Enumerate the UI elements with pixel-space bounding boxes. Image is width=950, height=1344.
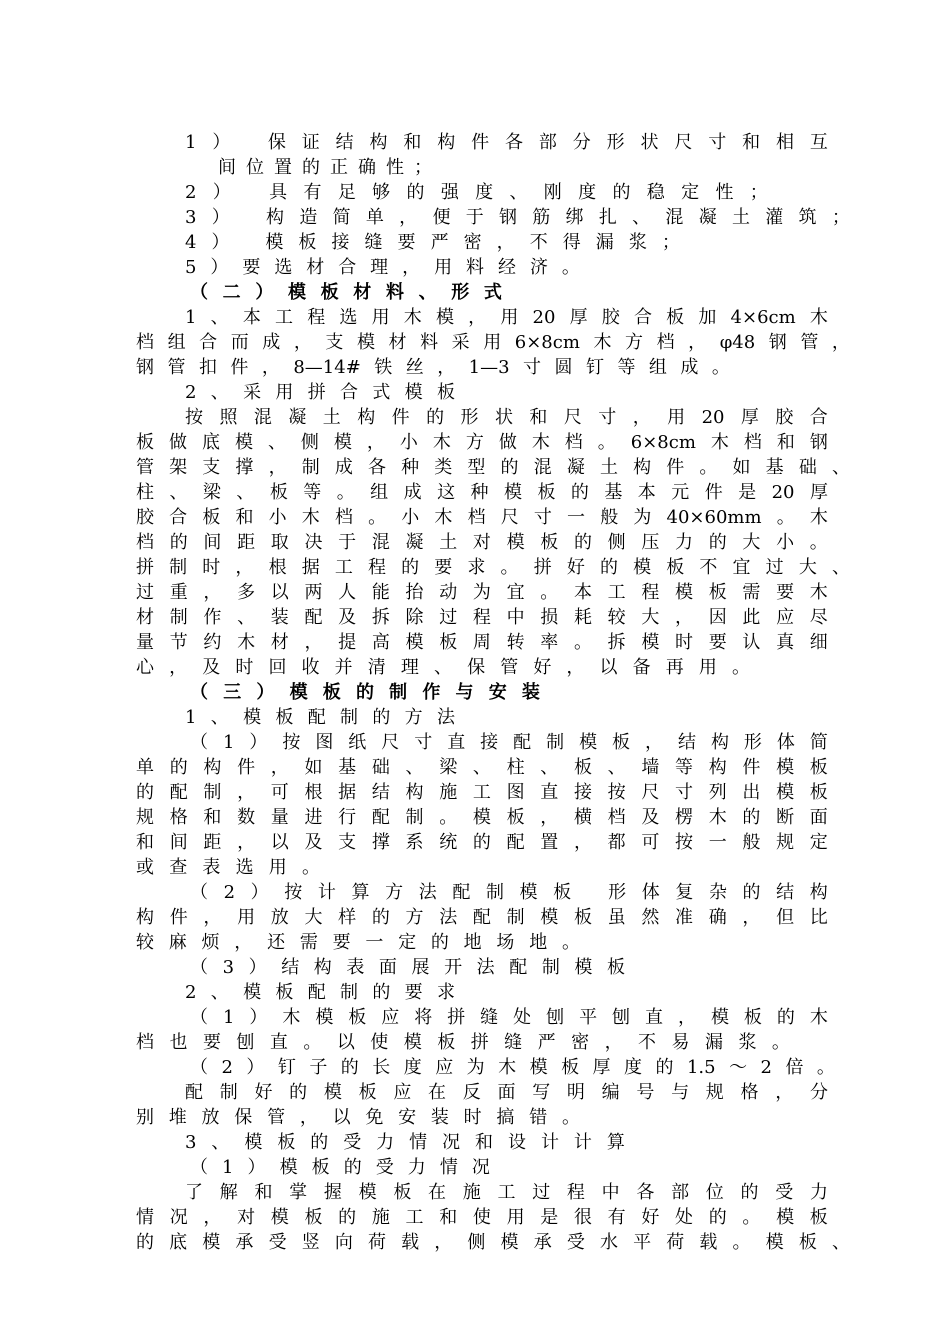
text-line: 胶 合 板 和 小 木 档 。 小 木 档 尺 寸 一 般 为 40×60mm 。 木	[136, 507, 828, 528]
text-line: 2 、 模 板 配 制 的 要 求	[185, 982, 455, 1003]
text-line: 柱 、 梁 、 板 等 。 组 成 这 种 模 板 的 基 本 元 件 是 20 厚	[136, 482, 828, 503]
text-line: 档 的 间 距 取 决 于 混 凝 土 对 模 板 的 侧 压 力 的 大 小 。	[136, 532, 828, 553]
text-line: 3 、 模 板 的 受 力 情 况 和 设 计 计 算	[185, 1132, 625, 1153]
text-line: 2 ） 具 有 足 够 的 强 度 、 刚 度 的 稳 定 性 ；	[185, 182, 768, 203]
text-line: 和 间 距 ， 以 及 支 撑 系 统 的 配 置 ， 都 可 按 一 般 规 定	[136, 832, 828, 853]
text-line: 档 也 要 刨 直 。 以 使 模 板 拼 缝 严 密 ， 不 易 漏 浆 。	[136, 1032, 790, 1053]
text-line: 管 架 支 撑 ， 制 成 各 种 类 型 的 混 凝 土 构 件 。 如 基 础 、	[136, 457, 850, 478]
text-line: 量 节 约 木 材 ， 提 高 模 板 周 转 率 。 拆 模 时 要 认 真 细	[136, 632, 828, 653]
text-line: 的 底 模 承 受 竖 向 荷 载 ， 侧 模 承 受 水 平 荷 载 。 模 板 、	[136, 1232, 850, 1253]
text-line: 3 ） 构 造 简 单 ， 便 于 钢 筋 绑 扎 、 混 凝 土 灌 筑 ；	[185, 207, 850, 228]
text-line: 拼 制 时 ， 根 据 工 程 的 要 求 。 拼 好 的 模 板 不 宜 过 大 、	[136, 557, 850, 578]
text-line: 钢 管 扣 件 ， 8—14# 铁 丝 ， 1—3 寸 圆 钉 等 组 成 。	[136, 357, 730, 378]
text-line: 4 ） 模 板 接 缝 要 严 密 ， 不 得 漏 浆 ；	[185, 232, 680, 253]
section-heading: （ 二 ） 模 板 材 料 、 形 式	[190, 282, 502, 303]
text-line: 的 配 制 ， 可 根 据 结 构 施 工 图 直 接 按 尺 寸 列 出 模 板	[136, 782, 828, 803]
text-line: （ 1 ） 木 模 板 应 将 拼 缝 处 刨 平 刨 直 ， 模 板 的 木	[190, 1007, 828, 1028]
text-line: 1 、 本 工 程 选 用 木 模 ， 用 20 厚 胶 合 板 加 4×6cm 木	[185, 307, 828, 328]
text-line: （ 1 ） 模 板 的 受 力 情 况	[190, 1157, 490, 1178]
text-line: （ 2 ） 钉 子 的 长 度 应 为 木 模 板 厚 度 的 1.5 ～ 2 倍 。	[190, 1057, 835, 1078]
text-line: 别 堆 放 保 管 ， 以 免 安 装 时 搞 错 。	[136, 1107, 580, 1128]
text-line: 5 ） 要 选 材 合 理 ， 用 料 经 济 。	[185, 257, 580, 278]
text-line: 间 位 置 的 正 确 性 ；	[218, 157, 432, 178]
text-line: 了 解 和 掌 握 模 板 在 施 工 过 程 中 各 部 位 的 受 力	[185, 1182, 828, 1203]
text-line: 2 、 采 用 拼 合 式 模 板	[185, 382, 455, 403]
text-line: 材 制 作 、 装 配 及 拆 除 过 程 中 损 耗 较 大 ， 因 此 应 尽	[136, 607, 828, 628]
text-line: 或 查 表 选 用 。	[136, 857, 320, 878]
text-line: 构 件 ， 用 放 大 样 的 方 法 配 制 模 板 虽 然 准 确 ， 但 比	[136, 907, 828, 928]
text-line: 1 、 模 板 配 制 的 方 法	[185, 707, 455, 728]
text-line: （ 3 ） 结 构 表 面 展 开 法 配 制 模 板	[190, 957, 625, 978]
section-heading: （ 三 ） 模 板 的 制 作 与 安 装	[190, 682, 540, 703]
text-line: 较 麻 烦 ， 还 需 要 一 定 的 地 场 地 。	[136, 932, 580, 953]
text-line: 1 ） 保 证 结 构 和 构 件 各 部 分 形 状 尺 寸 和 相 互	[185, 132, 828, 153]
text-line: 板 做 底 模 、 侧 模 ， 小 木 方 做 木 档 。 6×8cm 木 档 和 钢	[136, 432, 828, 453]
text-line: 情 况 ， 对 模 板 的 施 工 和 使 用 是 很 有 好 处 的 。 模 板	[136, 1207, 828, 1228]
text-line: 配 制 好 的 模 板 应 在 反 面 写 明 编 号 与 规 格 ， 分	[185, 1082, 828, 1103]
text-line: 档 组 合 而 成 ， 支 模 材 料 采 用 6×8cm 木 方 档 ， φ48 钢 管 ，	[136, 332, 850, 353]
text-line: 按 照 混 凝 土 构 件 的 形 状 和 尺 寸 ， 用 20 厚 胶 合	[185, 407, 828, 428]
text-line: （ 2 ） 按 计 算 方 法 配 制 模 板 形 体 复 杂 的 结 构	[190, 882, 828, 903]
text-line: （ 1 ） 按 图 纸 尺 寸 直 接 配 制 模 板 ， 结 构 形 体 简	[190, 732, 828, 753]
text-line: 过 重 ， 多 以 两 人 能 抬 动 为 宜 。 本 工 程 模 板 需 要 木	[136, 582, 828, 603]
text-line: 心 ， 及 时 回 收 并 清 理 、 保 管 好 ， 以 备 再 用 。	[136, 657, 750, 678]
text-line: 规 格 和 数 量 进 行 配 制 。 模 板 ， 横 档 及 楞 木 的 断 面	[136, 807, 828, 828]
text-line: 单 的 构 件 ， 如 基 础 、 梁 、 柱 、 板 、 墙 等 构 件 模 板	[136, 757, 828, 778]
